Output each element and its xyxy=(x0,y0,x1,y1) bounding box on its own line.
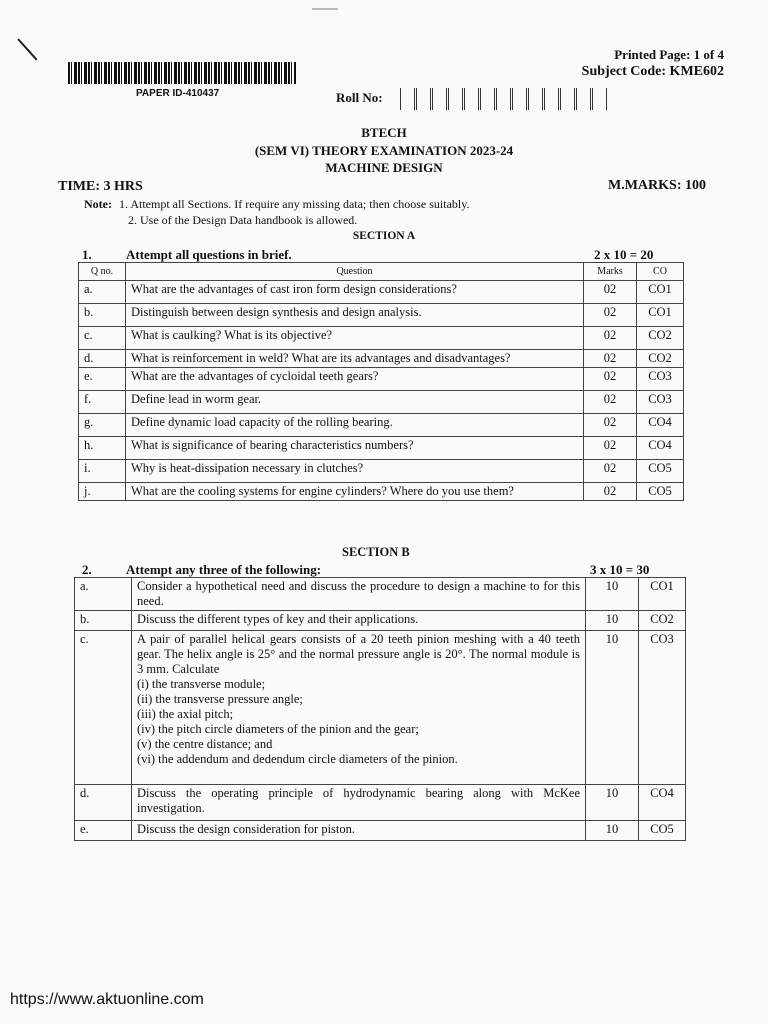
footer-url[interactable]: https://www.aktuonline.com xyxy=(10,991,204,1008)
question-text: Discuss the design consideration for piston. xyxy=(132,821,586,841)
exam-title: (SEM VI) THEORY EXAMINATION 2023-24 xyxy=(254,143,514,158)
paper-id: PAPER ID-410437 xyxy=(136,88,220,99)
question-text: Discuss the different types of key and their applications. xyxy=(132,611,586,631)
note xyxy=(84,197,469,212)
roll-no-boxes xyxy=(400,90,608,105)
section-a-table xyxy=(78,262,684,501)
roll-no xyxy=(336,88,608,110)
marks: 02 xyxy=(584,327,637,350)
co: CO3 xyxy=(637,391,684,414)
marks: 02 xyxy=(584,368,637,391)
q-no: j. xyxy=(79,483,126,501)
marks: 02 xyxy=(584,483,637,501)
section-b-qnum: 2. xyxy=(82,562,92,577)
question-text: What is significance of bearing characteristics numbers? xyxy=(126,437,584,460)
co: CO4 xyxy=(637,437,684,460)
col-co: CO xyxy=(637,263,684,281)
section-a-instruction: Attempt all questions in brief. xyxy=(126,247,292,262)
section-b-title: SECTION B xyxy=(342,545,410,559)
q-no: d. xyxy=(79,350,126,368)
table-row xyxy=(79,327,684,350)
q-no: b. xyxy=(79,304,126,327)
subject-code: Subject Code: KME602 xyxy=(581,64,724,79)
section-a-qnum: 1. xyxy=(82,247,92,262)
co: CO3 xyxy=(637,368,684,391)
question-part: (iii) the axial pitch; xyxy=(137,707,234,721)
marks: 02 xyxy=(584,281,637,304)
co: CO2 xyxy=(637,327,684,350)
table-row xyxy=(79,460,684,483)
question-part: (iv) the pitch circle diameters of the pinion and the gear; xyxy=(137,722,419,736)
question-text: Distinguish between design synthesis and design analysis. xyxy=(126,304,584,327)
marks: 10 xyxy=(586,611,639,631)
table-row xyxy=(79,414,684,437)
table-row xyxy=(75,578,686,611)
co: CO3 xyxy=(639,631,686,785)
q-no: f. xyxy=(79,391,126,414)
question-text: What are the cooling systems for engine cylinders? Where do you use them? xyxy=(126,483,584,501)
q-no: e. xyxy=(79,368,126,391)
question-text: Define dynamic load capacity of the rolling bearing. xyxy=(126,414,584,437)
co: CO5 xyxy=(639,821,686,841)
q-no: a. xyxy=(79,281,126,304)
marks: 02 xyxy=(584,391,637,414)
max-marks: M.MARKS: 100 xyxy=(608,178,706,193)
section-b-table xyxy=(74,577,686,841)
table-row xyxy=(79,368,684,391)
col-qno: Q no. xyxy=(79,263,126,281)
marks: 02 xyxy=(584,304,637,327)
question-text: What are the advantages of cycloidal teeth gears? xyxy=(126,368,584,391)
roll-no-label: Roll No: xyxy=(336,89,383,105)
table-row xyxy=(79,483,684,501)
note-label: Note: xyxy=(84,197,112,211)
marks: 02 xyxy=(584,437,637,460)
question-part: (vi) the addendum and dedendum circle diameters of the pinion. xyxy=(137,752,458,766)
question-part: (ii) the transverse pressure angle; xyxy=(137,692,303,706)
question-part: (i) the transverse module; xyxy=(137,677,266,691)
question-text: Discuss the operating principle of hydrodynamic bearing along with McKee investigation. xyxy=(132,785,586,821)
question-part: (v) the centre distance; and xyxy=(137,737,273,751)
question-text: What are the advantages of cast iron form design considerations? xyxy=(126,281,584,304)
co: CO4 xyxy=(639,785,686,821)
table-row xyxy=(75,611,686,631)
barcode xyxy=(68,62,296,84)
co: CO1 xyxy=(639,578,686,611)
section-a-marks: 2 x 10 = 20 xyxy=(594,247,654,262)
time: TIME: 3 HRS xyxy=(58,179,143,194)
pen-mark xyxy=(17,38,37,60)
table-row xyxy=(79,437,684,460)
subject-title: MACHINE DESIGN xyxy=(325,160,443,175)
co: CO5 xyxy=(637,460,684,483)
printed-page: Printed Page: 1 of 4 xyxy=(614,47,724,62)
q-no: c. xyxy=(79,327,126,350)
question-text xyxy=(132,631,586,785)
section-a-title: SECTION A xyxy=(352,230,416,242)
q-no: b. xyxy=(75,611,132,631)
co: CO4 xyxy=(637,414,684,437)
question-text: What is reinforcement in weld? What are its advantages and disadvantages? xyxy=(126,350,584,368)
marks: 02 xyxy=(584,460,637,483)
co: CO2 xyxy=(639,611,686,631)
question-text: Define lead in worm gear. xyxy=(126,391,584,414)
question-text: Why is heat-dissipation necessary in clutches? xyxy=(126,460,584,483)
degree: BTECH xyxy=(361,125,407,140)
note-line-2: 2. Use of the Design Data handbook is allowed. xyxy=(128,213,358,227)
table-row xyxy=(75,821,686,841)
marks: 10 xyxy=(586,631,639,785)
marks: 02 xyxy=(584,414,637,437)
question-text: What is caulking? What is its objective? xyxy=(126,327,584,350)
table-header-row xyxy=(79,263,684,281)
marks: 10 xyxy=(586,578,639,611)
q-no: g. xyxy=(79,414,126,437)
marks: 02 xyxy=(584,350,637,368)
section-b-marks: 3 x 10 = 30 xyxy=(590,562,650,577)
q-no: i. xyxy=(79,460,126,483)
table-row xyxy=(79,304,684,327)
marks: 10 xyxy=(586,785,639,821)
question-text: Consider a hypothetical need and discuss the procedure to design a machine to for this need. xyxy=(132,578,586,611)
table-row xyxy=(75,631,686,785)
co: CO1 xyxy=(637,281,684,304)
table-row xyxy=(79,350,684,368)
q-no: d. xyxy=(75,785,132,821)
table-row xyxy=(75,785,686,821)
table-row xyxy=(79,391,684,414)
col-marks: Marks xyxy=(584,263,637,281)
q-no: h. xyxy=(79,437,126,460)
co: CO2 xyxy=(637,350,684,368)
q-no: a. xyxy=(75,578,132,611)
co: CO1 xyxy=(637,304,684,327)
q-no: e. xyxy=(75,821,132,841)
scan-mark xyxy=(312,8,338,10)
question-main: A pair of parallel helical gears consists of a 20 teeth pinion meshing with a 40 teeth gear. The helix angle is 25° and the normal pressure angle is 20°. The normal module is 3 mm. Calculate xyxy=(137,632,580,676)
co: CO5 xyxy=(637,483,684,501)
table-row xyxy=(79,281,684,304)
section-b-instruction: Attempt any three of the following: xyxy=(126,562,322,577)
col-question: Question xyxy=(126,263,584,281)
marks: 10 xyxy=(586,821,639,841)
q-no: c. xyxy=(75,631,132,785)
note-line-1: 1. Attempt all Sections. If require any missing data; then choose suitably. xyxy=(118,197,470,211)
